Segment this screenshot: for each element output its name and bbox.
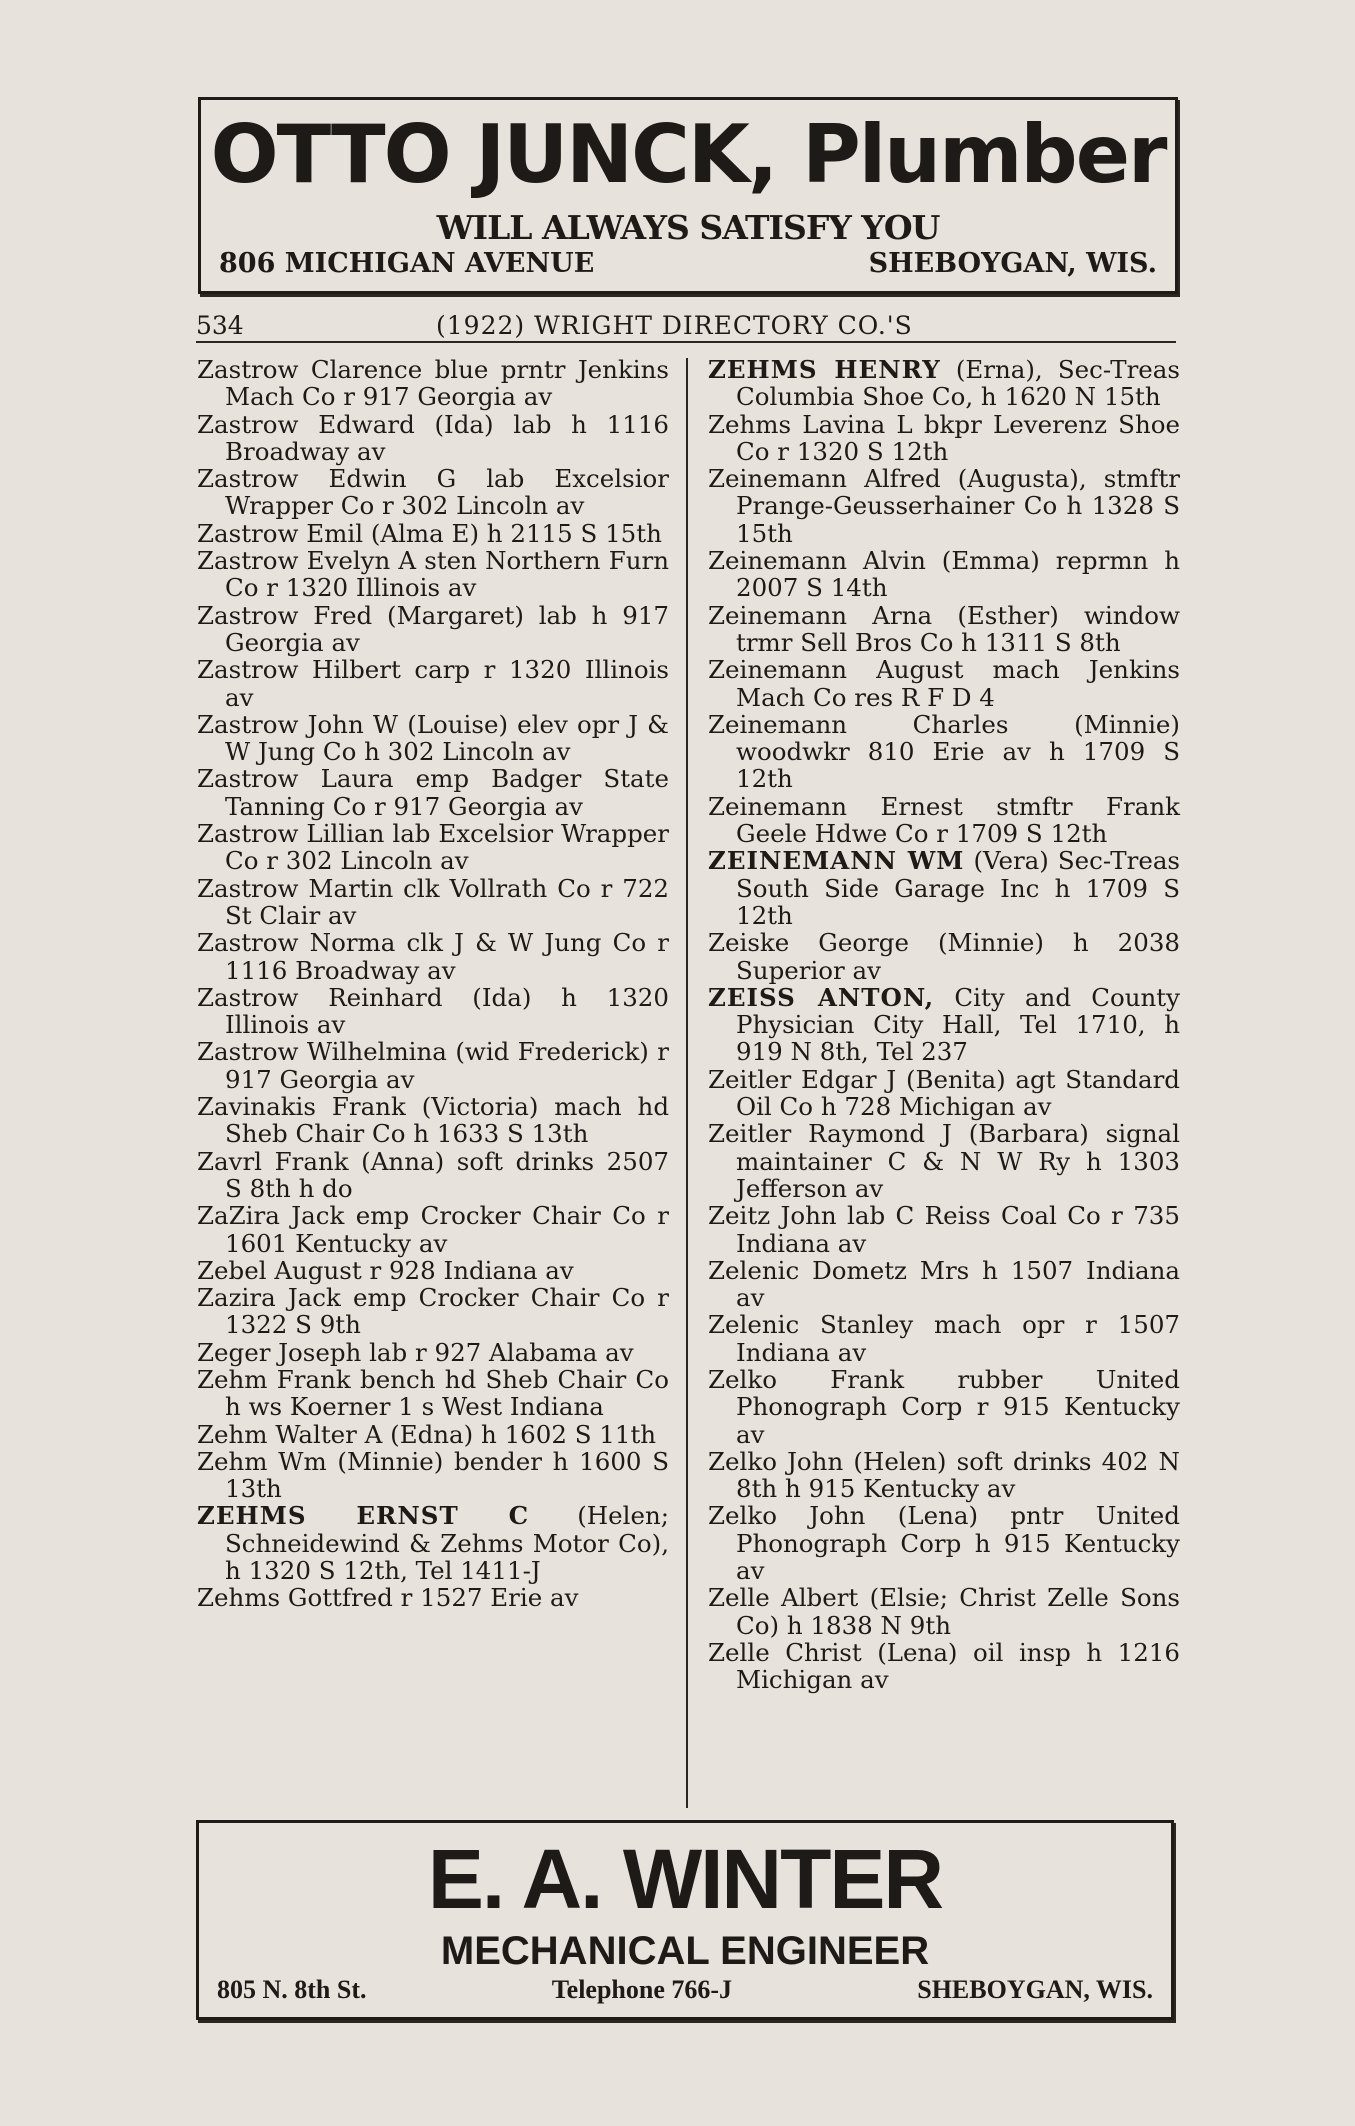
directory-entry [708,465,1180,547]
bottom-advertisement [196,1820,1174,2020]
directory-entry [708,711,1180,793]
directory-entry [197,356,669,411]
directory-entry [197,1421,669,1448]
advertiser-city: SHEBOYGAN, WIS. [868,248,1157,279]
directory-entry [197,711,669,766]
entry-bold-name: ZEHMS ERNST C [197,1501,530,1531]
entry-bold-name: ZEHMS HENRY [708,355,941,384]
directory-entry [197,465,669,520]
directory-entry [708,1066,1180,1121]
directory-entry [197,1093,669,1148]
entry-text: Zavrl Frank (Anna) soft drinks 2507 S 8th h do [197,1146,669,1203]
entry-text: City and County Physician City Hall, Tel 1710, h 919 N 8th, Tel 237 [736,982,1180,1067]
advertiser-contact-line [217,1975,1153,2005]
entry-text: Zastrow Norma clk J & W Jung Co r 1116 Broadway av [197,928,669,985]
directory-entry [708,847,1180,929]
entry-text: Zastrow Clarence blue prntr Jenkins Mach Co r 917 Georgia av [197,355,669,412]
directory-entry [708,1448,1180,1503]
directory-entry [708,1366,1180,1448]
directory-entry [708,1120,1180,1202]
entry-text: Zehm Walter A (Edna) h 1602 S 11th [197,1419,657,1449]
directory-entry [708,1202,1180,1257]
directory-entry [197,602,669,657]
entry-text: Zelenic Dometz Mrs h 1507 Indiana av [708,1255,1180,1313]
directory-entry [708,1502,1180,1584]
entry-text: Zehms Gottfred r 1527 Erie av [197,1583,579,1613]
entry-text: Zelko John (Helen) soft drinks 402 N 8th h 915 Kentucky av [708,1446,1180,1504]
directory-entry [197,1448,669,1503]
entry-text: (Vera) Sec-Treas South Side Garage Inc h 1709 S 12th [736,846,1180,930]
advertiser-address: 805 N. 8th St. [217,1975,367,2004]
advertiser-name: OTTO JUNCK, Plumber [210,108,1166,201]
page-header [196,307,1176,343]
entry-text: Zastrow Edward (Ida) lab h 1116 Broadway av [197,409,669,466]
entry-text: Zebel August r 928 Indiana av [197,1255,574,1285]
entry-text: Zastrow Laura emp Badger State Tanning Co r 917 Georgia av [197,764,669,821]
advertiser-name: E. A. WINTER [427,1832,943,1926]
advertiser-tagline: WILL ALWAYS SATISFY YOU [436,208,940,247]
directory-entry [197,1284,669,1339]
entry-text: Zavinakis Frank (Victoria) mach hd Sheb Chair Co h 1633 S 13th [197,1092,669,1149]
page-number: 534 [196,311,244,340]
entry-text: Zastrow Martin clk Vollrath Co r 722 St Clair av [197,873,669,930]
directory-entry [197,656,669,711]
directory-entry [197,875,669,930]
directory-entry [708,1311,1180,1366]
directory-entry [708,1639,1180,1694]
directory-entry [708,411,1180,466]
directory-entry [197,929,669,984]
entry-text: Zastrow Wilhelmina (wid Frederick) r 917 Georgia av [197,1037,669,1094]
entry-text: ZaZira Jack emp Crocker Chair Co r 1601 Kentucky av [197,1201,669,1258]
entry-text: Zehm Frank bench hd Sheb Chair Co h ws Koerner 1 s West Indiana [197,1364,669,1422]
advertiser-contact-line [219,248,1157,279]
directory-entry [708,1257,1180,1312]
directory-entry [197,1148,669,1203]
directory-entry [708,793,1180,848]
entry-text: Zastrow Edwin G lab Excelsior Wrapper Co r 302 Lincoln av [197,464,669,521]
entry-text: Zelle Albert (Elsie; Christ Zelle Sons Co) h 1838 N 9th [708,1583,1180,1640]
entry-text: (Erna), Sec-Treas Columbia Shoe Co, h 1620 N 15th [736,355,1180,412]
directory-entry [197,1584,669,1611]
entry-text: Zehms Lavina L bkpr Leverenz Shoe Co r 1320 S 12th [708,409,1180,466]
directory-column-left [197,356,669,1612]
directory-entry [197,984,669,1039]
directory-entry [708,984,1180,1066]
entry-text: Zelko John (Lena) pntr United Phonograph Corp h 915 Kentucky av [708,1501,1180,1586]
entry-text: Zastrow Fred (Margaret) lab h 917 Georgia av [197,600,669,657]
advertiser-profession: MECHANICAL ENGINEER [440,1929,930,1973]
entry-text: Zastrow Emil (Alma E) h 2115 S 15th [197,518,662,548]
entry-text: Zastrow Evelyn A sten Northern Furn Co r 1320 Illinois av [197,546,669,603]
entry-bold-name: ZEISS ANTON, [708,982,935,1012]
top-advertisement [198,97,1178,294]
entry-text: Zelko Frank rubber United Phonograph Corp r 915 Kentucky av [708,1364,1180,1449]
directory-entry [197,765,669,820]
directory-entry [708,547,1180,602]
entry-bold-name: ZEINEMANN WM [708,846,965,876]
directory-entry [197,547,669,602]
directory-entry [197,820,669,875]
directory-entry [708,1584,1180,1639]
entry-text: Zeitz John lab C Reiss Coal Co r 735 Indiana av [708,1201,1180,1258]
entry-text: Zehm Wm (Minnie) bender h 1600 S 13th [197,1446,669,1504]
directory-entry [708,356,1180,411]
advertiser-address: 806 MICHIGAN AVENUE [219,248,595,279]
entry-text: Zeiske George (Minnie) h 2038 Superior av [708,928,1180,985]
running-title: (1922) WRIGHT DIRECTORY CO.'S [436,311,913,340]
entry-text: Zeger Joseph lab r 927 Alabama av [197,1337,634,1367]
directory-entry [197,1257,669,1284]
directory-entry [197,1202,669,1257]
entry-text: Zeinemann Arna (Esther) window trmr Sell Bros Co h 1311 S 8th [708,600,1180,657]
directory-entry [708,656,1180,711]
entry-text: Zeinemann Charles (Minnie) woodwkr 810 Erie av h 1709 S 12th [708,709,1180,794]
entry-text: Zazira Jack emp Crocker Chair Co r 1322 S 9th [197,1283,669,1340]
entry-text: Zelle Christ (Lena) oil insp h 1216 Michigan av [708,1637,1180,1695]
entry-text: Zastrow John W (Louise) elev opr J & W Jung Co h 302 Lincoln av [197,709,669,767]
entry-text: Zeinemann Ernest stmftr Frank Geele Hdwe Co r 1709 S 12th [708,791,1180,849]
entry-text: Zeinemann Alfred (Augusta), stmftr Prange-Geusserhainer Co h 1328 S 15th [708,464,1180,548]
directory-entry [708,602,1180,657]
directory-entry [197,1502,669,1584]
entry-text: (Helen; Schneidewind & Zehms Motor Co), h 1320 S 12th, Tel 1411-J [225,1501,669,1586]
entry-text: Zastrow Hilbert carp r 1320 Illinois av [197,655,669,712]
entry-text: Zeitler Edgar J (Benita) agt Standard Oil Co h 728 Michigan av [708,1064,1180,1122]
advertiser-city: SHEBOYGAN, WIS. [917,1975,1153,2004]
directory-entry [197,1339,669,1366]
entry-text: Zeitler Raymond J (Barbara) signal maintainer C & N W Ry h 1303 Jefferson av [708,1119,1180,1203]
directory-entry [197,1366,669,1421]
entry-text: Zastrow Reinhard (Ida) h 1320 Illinois av [197,982,669,1040]
entry-text: Zelenic Stanley mach opr r 1507 Indiana av [708,1310,1180,1367]
advertiser-phone: Telephone 766-J [551,1975,733,2004]
entry-text: Zastrow Lillian lab Excelsior Wrapper Co r 302 Lincoln av [197,819,669,876]
entry-text: Zeinemann Alvin (Emma) reprmn h 2007 S 14th [708,546,1180,603]
directory-entry [708,929,1180,984]
directory-entry [197,411,669,466]
entry-text: Zeinemann August mach Jenkins Mach Co res R F D 4 [708,655,1180,712]
directory-entry [197,520,669,547]
directory-column-right [708,356,1180,1694]
directory-entry [197,1038,669,1093]
column-divider [686,358,688,1808]
